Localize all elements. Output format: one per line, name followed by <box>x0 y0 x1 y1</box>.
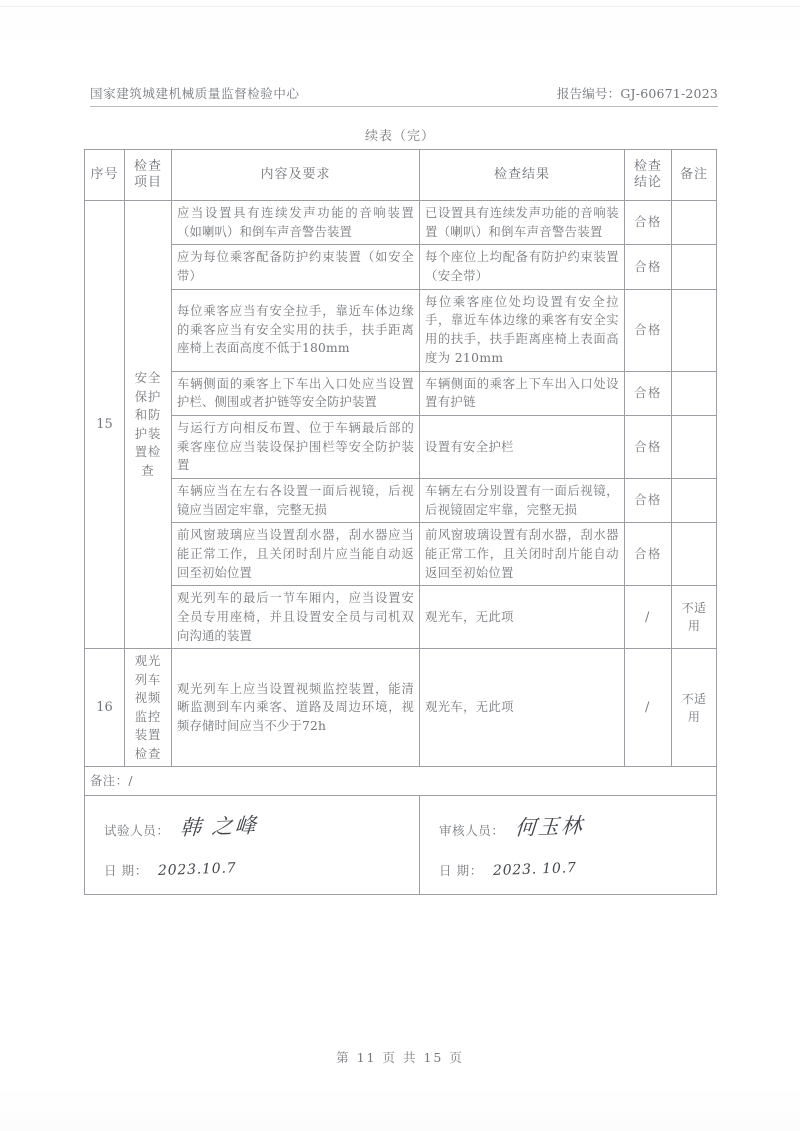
row-result: 车辆左右分别设置有一面后视镜，后视镜固定牢靠，完整无损 <box>420 478 625 522</box>
row-item-name: 观光列车视频监控装置检查 <box>125 649 172 767</box>
row-requirement: 每位乘客应当有安全拉手，靠近车体边缘的乘客应当有安全实用的扶手，扶手距离座椅上表面高度不低于180mm <box>172 289 420 371</box>
row-item-name: 安全保护和防护装置检查 <box>125 201 172 649</box>
column-header-remark: 备注 <box>672 150 717 201</box>
row-remark <box>672 478 717 522</box>
signature-row <box>85 796 717 895</box>
row-result: 观光车，无此项 <box>420 649 625 767</box>
footer-prefix: 第 <box>336 1050 351 1065</box>
row-remark: 不适用 <box>672 649 717 767</box>
row-conclusion: 合格 <box>625 201 672 245</box>
reviewer-date-value: 2023. 10.7 <box>492 860 577 879</box>
column-header-item-line2: 项目 <box>133 175 162 190</box>
row-result: 每位乘客座位处均设置有安全拉手，靠近车体边缘的乘客有安全实用的扶手，扶手距离座椅上表面高度为 210mm <box>420 289 625 371</box>
row-remark <box>672 371 717 415</box>
row-conclusion: 合格 <box>625 371 672 415</box>
inspection-table <box>84 149 717 895</box>
footer-page-number: 11 <box>356 1050 377 1065</box>
table-row <box>85 478 717 522</box>
table-row <box>85 371 717 415</box>
table-row <box>85 245 717 289</box>
report-number-value: GJ-60671-2023 <box>620 86 718 101</box>
tester-date-value: 2023.10.7 <box>157 860 237 879</box>
column-header-conclusion <box>625 150 672 201</box>
table-header-row <box>85 150 717 201</box>
row-requirement: 车辆应当在左右各设置一面后视镜，后视镜应当固定牢靠，完整无损 <box>172 478 420 522</box>
row-number: 15 <box>85 201 125 649</box>
row-requirement: 观光列车上应当设置视频监控装置，能清晰监测到车内乘客、道路及周边环境，视频存储时间应当不少于72h <box>172 649 420 767</box>
tester-date-line <box>104 861 414 882</box>
row-requirement: 应为每位乘客配备防护约束装置（如安全带） <box>172 245 420 289</box>
reviewer-date-label: 日 期： <box>439 862 483 878</box>
column-header-item <box>125 150 172 201</box>
issuing-organization: 国家建筑城建机械质量监督检验中心 <box>90 86 300 101</box>
row-result: 前风窗玻璃设置有刮水器，刮水器能正常工作，且关闭时刮片能自动返回至初始位置 <box>420 523 625 586</box>
row-conclusion: 合格 <box>625 523 672 586</box>
row-conclusion: 合格 <box>625 289 672 371</box>
row-requirement: 前风窗玻璃应当设置刮水器，刮水器应当能正常工作，且关闭时刮片应当能自动返回至初始位置 <box>172 523 420 586</box>
table-title: 续表（完） <box>364 129 435 144</box>
column-header-item-line1: 检查 <box>133 158 162 174</box>
note-text: 备注：/ <box>85 767 717 796</box>
row-requirement: 应当设置具有连续发声功能的音响装置（如喇叭）和倒车声音警告装置 <box>172 201 420 245</box>
row-remark <box>672 289 717 371</box>
tester-signature-cell <box>85 796 420 895</box>
page-footer <box>0 1048 800 1066</box>
column-header-requirement: 内容及要求 <box>172 150 420 201</box>
column-header-conclusion-line2: 结论 <box>633 175 662 190</box>
row-remark: 不适用 <box>672 586 717 649</box>
row-result: 观光车，无此项 <box>420 586 625 649</box>
reviewer-date-line <box>439 861 711 882</box>
row-number: 16 <box>85 649 125 767</box>
table-row <box>85 415 717 478</box>
row-requirement: 观光列车的最后一节车厢内，应当设置安全员专用座椅，并且设置安全员与司机双向沟通的装置 <box>172 586 420 649</box>
row-conclusion: 合格 <box>625 245 672 289</box>
note-row <box>85 767 717 796</box>
scan-edge <box>0 6 800 7</box>
reviewer-line <box>439 813 711 845</box>
row-requirement: 与运行方向相反布置、位于车辆最后部的乘客座位应当装设保护围栏等安全防护装置 <box>172 415 420 478</box>
footer-suffix: 页 <box>449 1050 464 1065</box>
table-row <box>85 649 717 767</box>
table-row <box>85 289 717 371</box>
document-header <box>90 84 718 107</box>
row-result: 设置有安全护栏 <box>420 415 625 478</box>
row-remark <box>672 201 717 245</box>
inspection-table-body <box>85 201 717 895</box>
row-result: 车辆侧面的乘客上下车出入口处设置有护链 <box>420 371 625 415</box>
tester-date-label: 日 期： <box>104 862 148 878</box>
row-remark <box>672 415 717 478</box>
footer-total-pages: 15 <box>423 1050 444 1065</box>
row-conclusion: 合格 <box>625 415 672 478</box>
row-result: 已设置具有连续发声功能的音响装置（喇叭）和倒车声音警告装置 <box>420 201 625 245</box>
table-row <box>85 201 717 245</box>
report-number <box>557 84 718 102</box>
report-number-label: 报告编号： <box>556 86 621 101</box>
reviewer-signature-cell <box>420 796 717 895</box>
row-remark <box>672 245 717 289</box>
footer-mid: 页 共 <box>382 1050 418 1065</box>
reviewer-label: 审核人员： <box>439 823 505 839</box>
column-header-no: 序号 <box>85 150 125 201</box>
row-requirement: 车辆侧面的乘客上下车出入口处应当设置护栏、侧围或者护链等安全防护装置 <box>172 371 420 415</box>
row-conclusion: 合格 <box>625 478 672 522</box>
table-row <box>85 523 717 586</box>
column-header-result: 检查结果 <box>420 150 625 201</box>
row-conclusion: / <box>625 586 672 649</box>
tester-line <box>104 813 414 845</box>
column-header-conclusion-line1: 检查 <box>633 158 662 174</box>
tester-label: 试验人员： <box>104 823 170 839</box>
tester-signature: 韩 之峰 <box>178 813 259 841</box>
row-result: 每个座位上均配备有防护约束装置（安全带） <box>420 245 625 289</box>
table-row <box>85 586 717 649</box>
reviewer-signature: 何玉林 <box>513 813 585 841</box>
row-conclusion: / <box>625 649 672 767</box>
row-remark <box>672 523 717 586</box>
